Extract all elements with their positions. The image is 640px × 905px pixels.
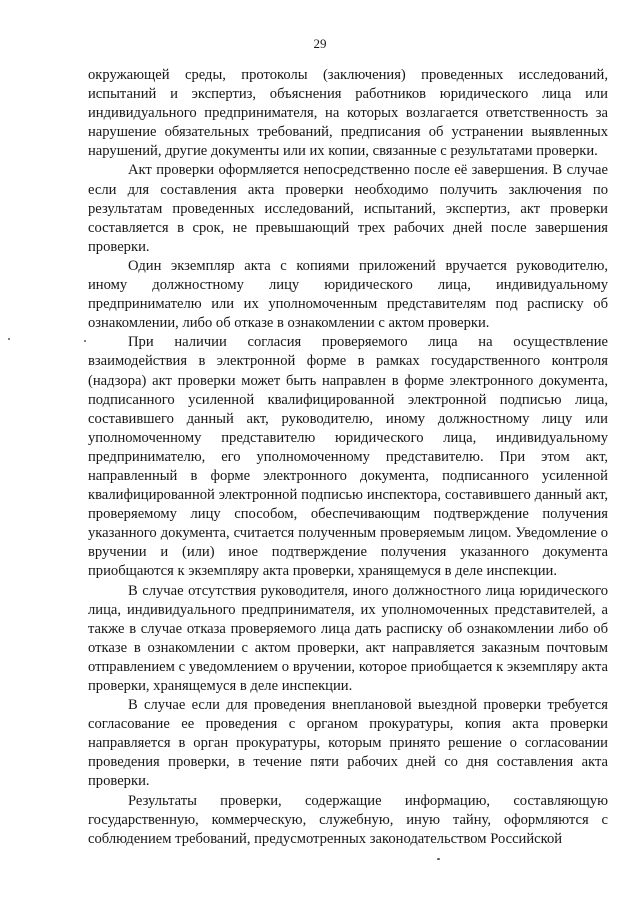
paragraph-registered-mail: В случае отсутствия руководителя, иного должностного лица юридического лица, индивидуального предпринимателя, их уполномоченных представителей, а также в случае отказа проверяемого лица дать расписку об ознакомлении либо об отказе в ознакомлении с актом проверки, акт направляется заказным почтовым отправлением с уведомлением о вручении, которое приобщается к экземпляру акта проверки, хранящемуся в деле инспекции. [88, 582, 608, 694]
scan-speck [8, 338, 10, 340]
scan-speck [84, 340, 86, 342]
document-body [88, 66, 608, 849]
paragraph-prosecutor-copy: В случае если для проведения внеплановой выездной проверки требуется согласование ее проведения с органом прокуратуры, копия акта проверки направляется в орган прокуратуры, которым принято решение о согласовании проведения проверки, в течение пяти рабочих дней со дня составления акта проверки. [88, 697, 608, 790]
paragraph-electronic-form: При наличии согласия проверяемого лица на осуществление взаимодействия в электронной форме в рамках государственного контроля (надзора) акт проверки может быть направлен в форме электронного документа, подписанного усиленной квалифицированной электронной подписью лица, составившего данный акт, руководителю, иному должностному лицу или уполномоченному представителю юридического лица, индивидуальному предпринимателю, его уполномоченному представителю. При этом акт, направленный в форме электронного документа, подписанного усиленной квалифицированной электронной подписью инспектора, составившего данный акт, проверяемому лицу способом, обеспечивающим подтверждение получения указанного документа, считается полученным проверяемым лицом. Уведомление о вручении и (или) иное подтверждение получения указанного документа приобщаются к экземпляру акта проверки, хранящемуся в деле инспекции. [88, 334, 608, 580]
paragraph-act-drawing-up: Акт проверки оформляется непосредственно после её завершения. В случае если для составления акта проверки необходимо получить заключения по результатам проведенных исследований, испытаний, экспертиз, акт проверки составляется в срок, не превышающий трех рабочих дней после завершения проверки. [88, 162, 608, 255]
paragraph-confidential-results: Результаты проверки, содержащие информацию, составляющую государственную, коммерческую, служебную, иную тайну, оформляются с соблюдением требований, предусмотренных законодательством Российской [88, 792, 608, 847]
paragraph-act-copy-delivery: Один экземпляр акта с копиями приложений вручается руководителю, иному должностному лицу юридического лица, индивидуальному предпринимателю или их уполномоченным представителям под расписку об ознакомлении, либо об отказе в ознакомлении с актом проверки. [88, 257, 608, 332]
scan-speck [437, 858, 440, 860]
page-number: 29 [313, 36, 327, 51]
paragraph-1-continued: окружающей среды, протоколы (заключения) проведенных исследований, испытаний и экспертиз, объяснения работников юридического лица или индивидуального предпринимателя, на которых возлагается ответственность за нарушение обязательных требований, предписания об устранении выявленных нарушений, другие документы или их копии, связанные с результатами проверки. [88, 67, 608, 160]
